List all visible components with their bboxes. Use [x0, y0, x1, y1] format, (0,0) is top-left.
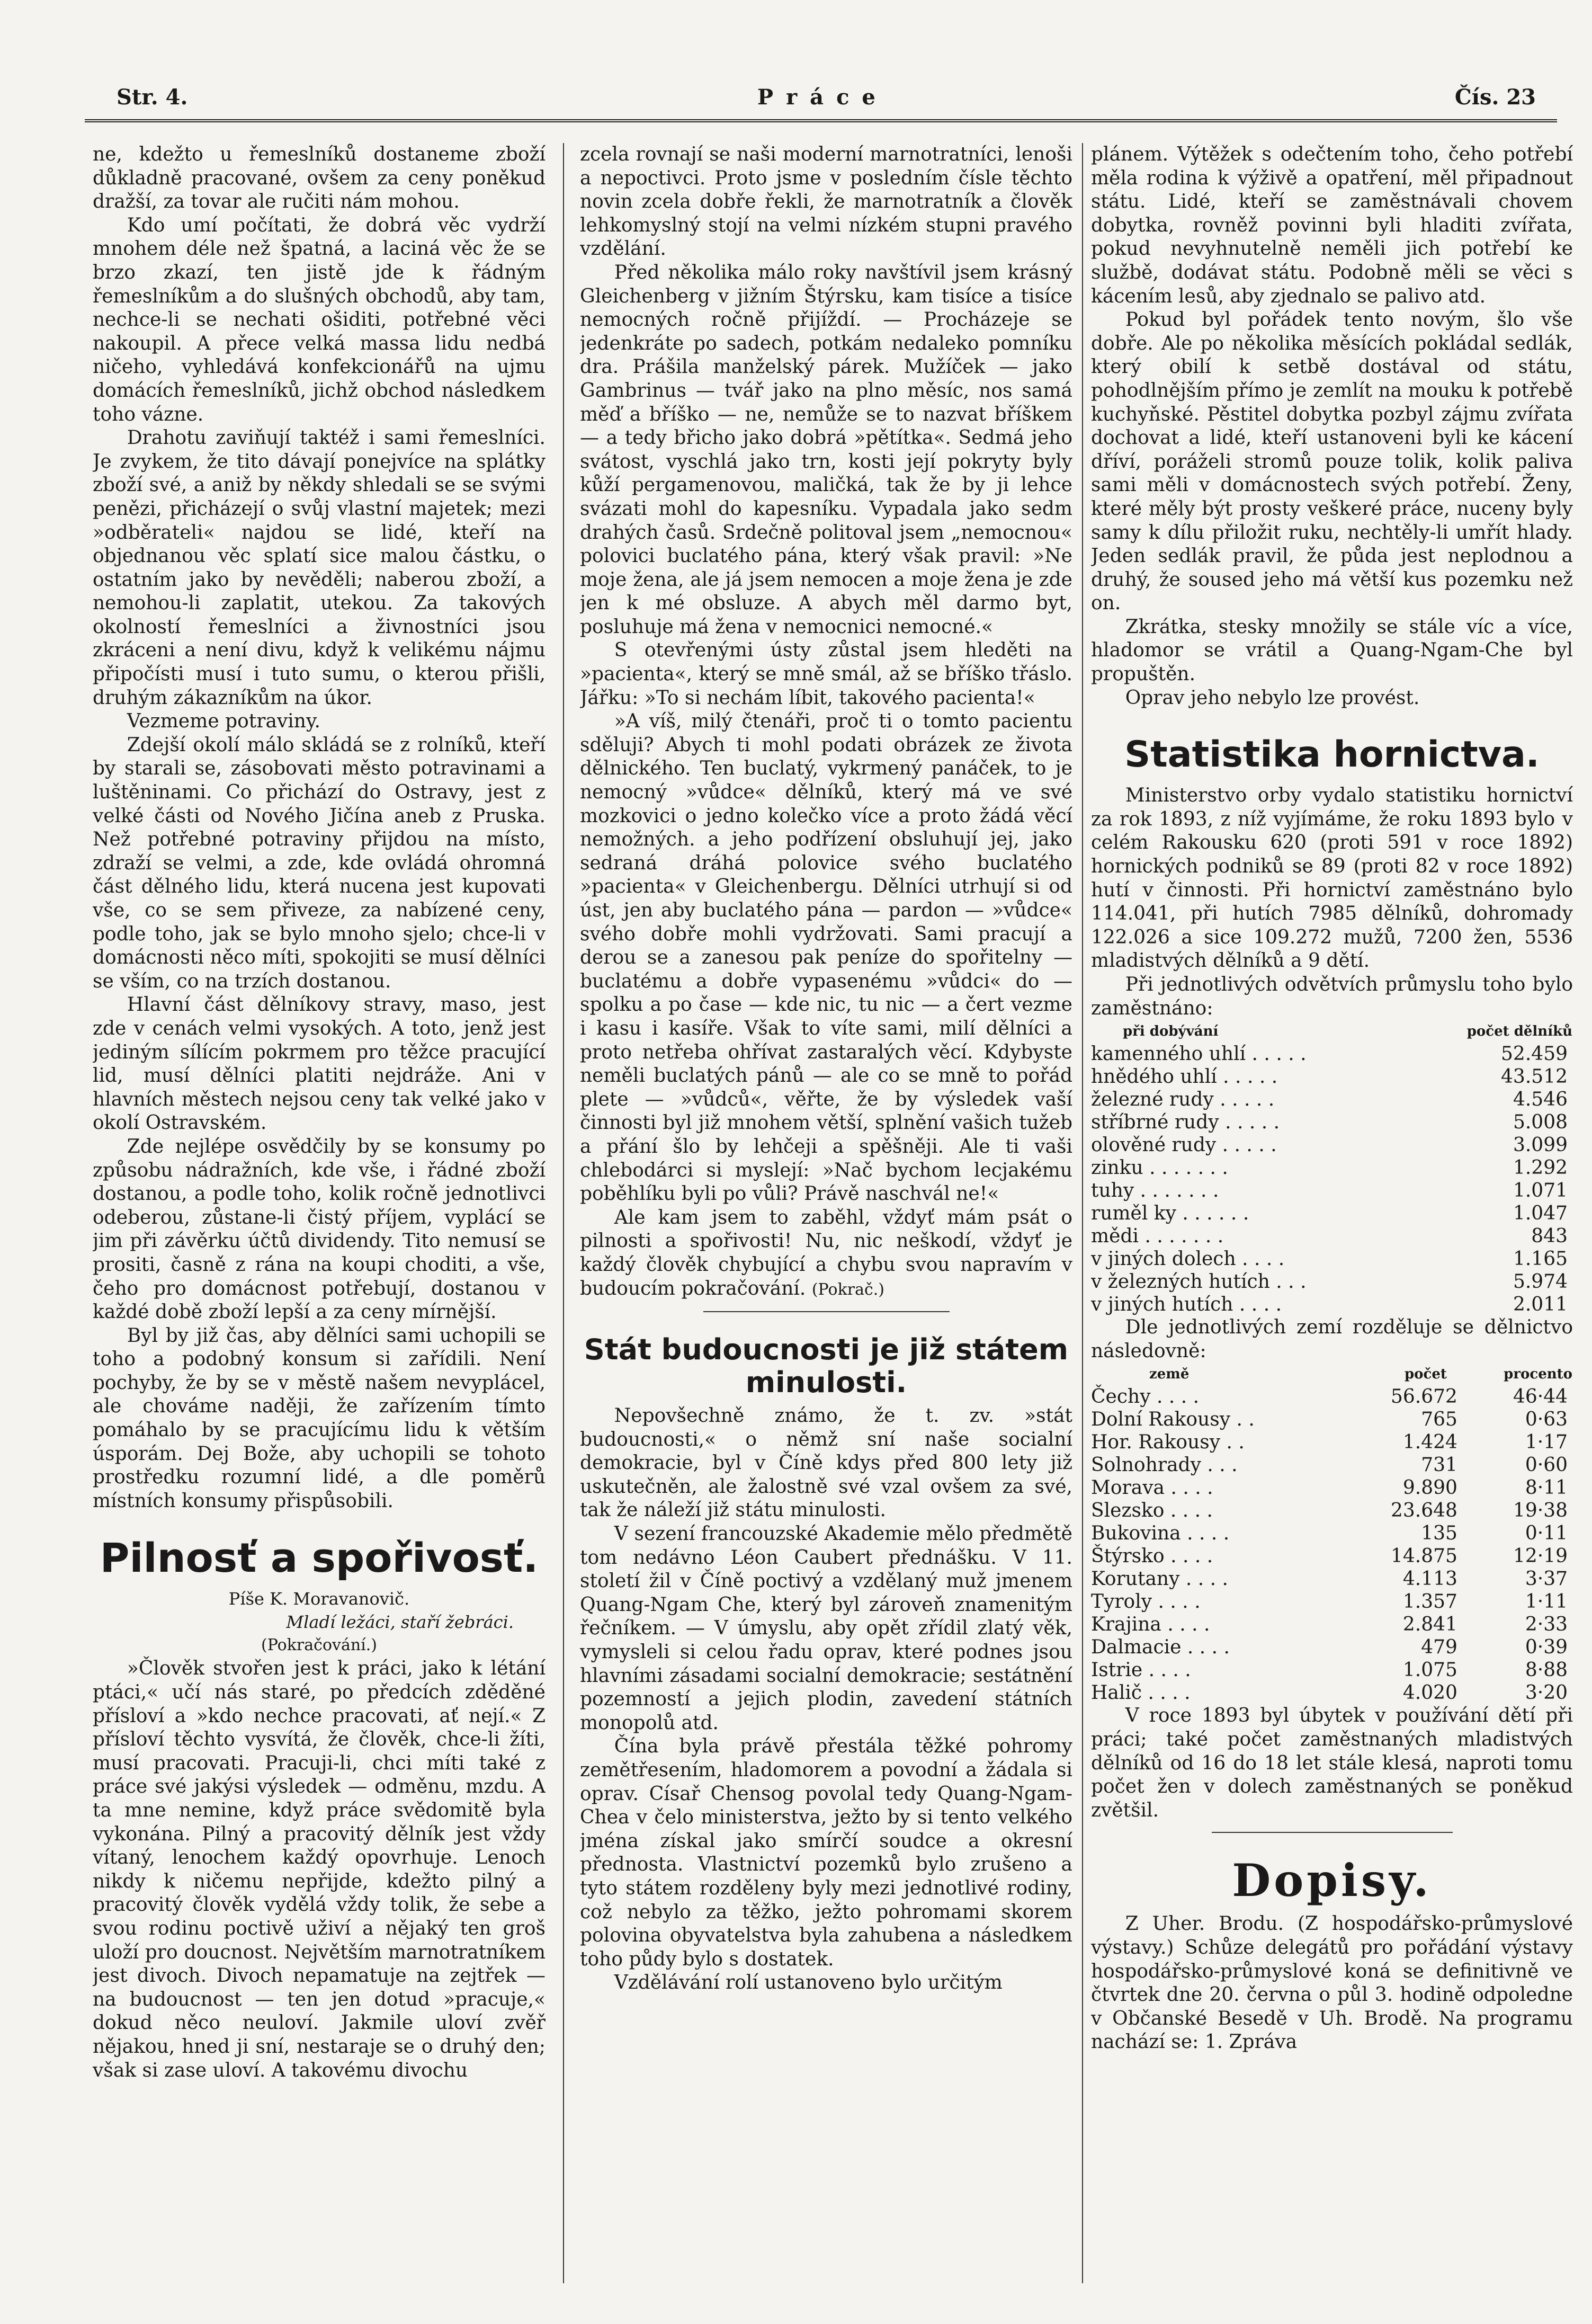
table-cell: mědi . . . . . . .	[1091, 1225, 1224, 1248]
table-row	[1091, 1293, 1573, 1316]
paragraph: Zkrátka, stesky množily se stále víc a více, hladomor se vrátil a Quang-Ngam-Che byl propuštěn.	[1091, 616, 1573, 685]
table-cell: 2.841	[1402, 1614, 1457, 1636]
table-cell: 765	[1421, 1409, 1457, 1431]
paragraph: Vezmeme potraviny.	[127, 710, 320, 733]
table-cell: 8·88	[1525, 1659, 1568, 1681]
table-row	[1091, 1111, 1573, 1134]
paragraph: Zdejší okolí málo skládá se z rolníků, kteří by starali se, zásobovati město potravinami a luštěninami. Co přichází do Ostravy, jest z velké části od Nového Jičína aneb z Pruska. Než potřebné potraviny přijdou na místo, zdraží se velmi, a zde, kde ovládá ohromná část dělného lidu, která nucena jest kupovati vše, co se sem přiveze, za nabízené ceny, podle toho, jak se bylo mnoho sjelo; chce-li v domácnosti něco míti, spokojiti se musí dělníci se vším, co na trzích dostanou.	[93, 734, 545, 992]
table-row	[1091, 1545, 1573, 1568]
continuation-tag: (Pokrač.)	[811, 1280, 885, 1299]
paragraph: Hlavní část dělníkovy stravy, maso, jest zde v cenách velmi vysokých. A toto, jenž jest jediným sílícím pokrmem pro těžce pracující lid, musí dělníci platiti nejdráže. Ani v hlavních městech nejsou ceny tak velké jako v okolí Ostravském.	[93, 994, 545, 1134]
column-2	[580, 143, 1072, 2304]
table-cell: 3·37	[1525, 1568, 1568, 1590]
continuation-note: (Pokračování.)	[261, 1636, 377, 1655]
paragraph	[580, 1206, 1072, 1302]
paragraph: Oprav jeho nebylo lze provést.	[1125, 687, 1420, 709]
table-header: počet dělníků	[1466, 1023, 1572, 1040]
table-cell: v železných hutích . . .	[1091, 1271, 1307, 1293]
table-cell: 23.648	[1390, 1500, 1457, 1522]
table-cell: 0·60	[1525, 1454, 1568, 1476]
table-cell: Dalmacie . . . .	[1091, 1636, 1230, 1659]
table-cell: 8·11	[1525, 1477, 1568, 1499]
paragraph: zcela rovnají se naši moderní marnotratníci, lenoši a nepoctivci. Proto jsme v posledním čísle těchto novin zcela dobře řekli, že marnotratník a člověk lehkomyslný stojí na velmi nízkém stupni pravého vzdělání.	[580, 144, 1072, 260]
table-cell: Štýrsko . . . .	[1091, 1545, 1213, 1568]
column-3	[1091, 143, 1573, 2304]
table-row	[1091, 1636, 1573, 1659]
paragraph: Při jednotlivých odvětvích průmyslu toho bylo zaměstnáno:	[1091, 974, 1573, 1019]
table-cell: 1.424	[1402, 1431, 1457, 1454]
table-cell: železné rudy . . . . .	[1091, 1089, 1275, 1111]
table-row	[1091, 1568, 1573, 1590]
header-rule	[85, 119, 1557, 122]
table-cell: 12·19	[1513, 1545, 1568, 1568]
table-cell: tuhy . . . . . . .	[1091, 1180, 1219, 1202]
table-cell: 19·38	[1513, 1500, 1568, 1522]
table-cell: 2·33	[1525, 1614, 1568, 1636]
table-row	[1091, 1385, 1573, 1408]
paragraph: V roce 1893 byl úbytek v používání dětí při práci; také počet zaměstnaných mladistvých dělníků od 16 do 18 let stále klesá, naproti tomu počet žen v dolech zaměstnaných se poněkud zvětšil.	[1091, 1705, 1573, 1821]
table-cell: v jiných dolech . . . .	[1091, 1248, 1285, 1270]
table-row	[1091, 1202, 1573, 1225]
paragraph: Nepovšechně známo, že t. zv. »stát budoucnosti,« o němž sní naše socialní demokracie, byl v Číně kdys před 800 lety již uskutečněn, ale žalostně své vzal ovšem za své, tak že náleží již státu minulosti.	[580, 1405, 1072, 1521]
paragraph: Drahotu zaviňují taktéž i sami řemeslníci. Je zvykem, že tito dávají ponejvíce na splátky zboží své, a aniž by někdy shledali se se svými penězi, přicházejí o svůj vlastní majetek; mezi »odběrateli« najdou se lidé, kteří na objednanou věc splatí sice malou částku, o ostatním jako by nevěděli; naberou zboží, a nemohou-li zaplatit, utekou. Za takových okolností řemeslníci a živnostníci jsou zkráceni a není divu, když k velikému nájmu připočísti musí i tuto sumu, o kterou přišli, druhým zákazníkům na úkor.	[93, 427, 545, 709]
table-row	[1091, 1179, 1573, 1202]
paragraph: Čína byla právě přestála těžké pohromy zemětřesením, hladomorem a povodní a žádala si oprav. Císař Chensog povolal tedy Quang-Ngam-Chea v čelo ministerstva, ježto by si tento velkého jména získal jako smírčí soudce a okresní přednosta. Vlastnictví pozemků bylo zrušeno a tyto státem rozděleny byly mezi jednotlivé rodiny, což nebylo za těžko, ježto pohromami skorem polovina obyvatelstva byla zahubena a následkem toho půdy bylo s dostatek.	[580, 1735, 1072, 1970]
paragraph-text: Ale kam jsem to zaběhl, vždyť mám psát o pilnosti a spořivosti! Nu, nic neškodí, vždyť je každý člověk chybující a chybu svou napravím v budoucím pokračování.	[580, 1206, 1072, 1299]
paragraph: Dle jednotlivých zemí rozděluje se dělnictvo následovně:	[1091, 1316, 1573, 1362]
table-cell: 5.974	[1513, 1271, 1568, 1293]
table-cell: Solnohrady . . .	[1091, 1454, 1238, 1476]
table-row	[1091, 1134, 1573, 1156]
table-row	[1091, 1499, 1573, 1522]
column-divider	[563, 143, 564, 2283]
paragraph: »Člověk stvořen jest k práci, jako k létání ptáci,« učí nás staré, po předcích zděděné přísloví a »kdo nechce pracovati, ať nejí.« Z přísloví těchto vysvítá, že člověk, chce-li žíti, musí pracovati. Pracuji-li, chci míti také z práce své jakýsi výsledek — odměnu, mzdu. A ta mne nemine, když práce svědomitě byla vykonána. Pilný a pracovitý dělník jest vždy vítaný, lenochem každý opovrhuje. Lenoch nikdy k ničemu nepřijde, kdežto pilný a pracovitý člověk vydělá vždy tolik, že sebe a svou rodinu poctivě uživí a nějaký ten groš uloží pro doucnost. Největším marnotratníkem jest divoch. Divoch nepamatuje na zejtřek — na budoucnost — ten jen dotud »pracuje,« dokud něco neuloví. Jakmile uloví zvěř nějakou, hned ji sní, nestaraje se o druhý den; však si zase uloví. A takovému divochu	[93, 1658, 545, 2081]
table-cell: stříbrné rudy . . . . .	[1091, 1111, 1280, 1134]
table-cell: 731	[1421, 1454, 1457, 1476]
table-cell: 1·17	[1525, 1431, 1568, 1454]
table-cell: 4.546	[1513, 1089, 1568, 1111]
paragraph: Pokud byl pořádek tento novým, šlo vše dobře. Ale po několika měsících pokládal sedlák, který obilí k setbě dostával od státu, pohodlnějším přímo je zemlít na mouku k potřebě kuchyňské. Pěstitel dobytka pozbyl zájmu zvířata dochovat a lidé, kteří ustanoveni byli ke kácení dříví, poráželi stromů pouze tolik, kolik paliva sami měli v domácnostech svých potřebí. Ženy, které měly být prosty veškeré práce, nuceny byly samy k dílu přiložit ruku, nechtěly-li umřít hlady. Jeden sedlák pravil, že půda jest neplodnou a druhý, že soused jeho má větší kus pozemku než on.	[1091, 309, 1573, 615]
table-row	[1091, 1065, 1573, 1088]
table-cell: 14.875	[1390, 1545, 1457, 1568]
table-cell: 1.047	[1513, 1203, 1568, 1225]
article-motto: Mladí ležáci, staří žebráci.	[286, 1612, 514, 1633]
table-row	[1091, 1431, 1573, 1454]
paragraph: Před několika málo roky navštívil jsem krásný Gleichenberg v jižním Štýrsku, kam tisíce a tisíce nemocných ročně přijíždí. — Procházeje se jedenkráte po sadech, potkám nedaleko pomníku dra. Prášila manželský párek. Mužíček — jako Gambrinus — tvář jako na plno měsíc, nos samá měď a bříško — ne, nemůže se to nazvat bříškem — a tedy břicho jako dobrá »pětítka«. Sedmá jeho svátost, vyschlá jako trn, kosti její pokryty byly kůží pergamenovou, maličká, tak že by ji lehce svázati mohl do kapesníku. Vypadala jako sedm drahých časů. Srdečně politoval jsem „nemocnou« polovici buclatého pána, který však pravil: »Ne moje žena, ale já jsem nemocen a moje žena je zde jen k mé obsluze. A abych měl darmo byt, posluhuje má žena v nemocnici nemocné.«	[580, 261, 1072, 638]
table-cell: Tyroly . . . .	[1091, 1591, 1201, 1613]
paragraph: Zde nejlépe osvědčily by se konsumy po způsobu nádražních, kde vše, i řádné zboží dostanou, a podle toho, kolik ročně jednotlivci odeberou, zůstane-li čistý příjem, vyplácí se jim při závěrku účtů dividendy. Tito nemusí se prositi, časně z rána na koupi choditi, a vše, čeho pro domácnost potřebují, dostanou v každé době zboží lepší a za ceny mírnější.	[93, 1135, 545, 1323]
table-cell: olověné rudy . . . . .	[1091, 1134, 1277, 1156]
table-cell: Korutany . . . .	[1091, 1568, 1228, 1590]
table-cell: 135	[1421, 1522, 1457, 1545]
table-cell: 5.008	[1513, 1111, 1568, 1134]
table-header: procento	[1504, 1366, 1572, 1383]
section-divider	[703, 1311, 950, 1312]
table-header: počet	[1405, 1366, 1447, 1383]
table-row	[1091, 1522, 1573, 1545]
table-cell: 3.099	[1513, 1134, 1568, 1156]
table-cell: hnědého uhlí . . . . .	[1091, 1066, 1278, 1088]
page-number: Str. 4.	[117, 85, 188, 110]
table-cell: Bukovina . . . .	[1091, 1522, 1230, 1545]
table-cell: kamenného uhlí . . . . .	[1091, 1043, 1307, 1065]
table-cell: 1.357	[1402, 1591, 1457, 1613]
table-cell: Čechy . . . .	[1091, 1386, 1200, 1408]
table-cell: 2.011	[1513, 1294, 1568, 1316]
table-cell: 52.459	[1501, 1043, 1568, 1065]
table-row	[1091, 1613, 1573, 1636]
table-cell: Istrie . . . .	[1091, 1659, 1191, 1681]
workers-by-land-table	[1091, 1363, 1573, 1704]
issue-number: Čís. 23	[1454, 85, 1536, 110]
article-byline: Píše K. Moravanovič.	[228, 1589, 410, 1609]
table-cell: Halič . . . .	[1091, 1682, 1191, 1704]
table-header: při dobývání	[1123, 1023, 1219, 1040]
table-cell: 9.890	[1402, 1477, 1457, 1499]
table-cell: 1.071	[1513, 1180, 1568, 1202]
table-row	[1091, 1454, 1573, 1476]
paragraph: ne, kdežto u řemeslníků dostaneme zboží důkladně pracované, ovšem za ceny poněkud dražší, za tovar ale ručiti nám mohou.	[93, 144, 545, 213]
table-row	[1091, 1590, 1573, 1613]
table-row	[1091, 1225, 1573, 1248]
column-1	[93, 143, 545, 2304]
paragraph: Vzdělávání rolí ustanoveno bylo určitým	[614, 1972, 1003, 1994]
section-divider	[1212, 1832, 1453, 1833]
table-cell: 1·11	[1525, 1591, 1568, 1613]
table-row	[1091, 1043, 1573, 1065]
table-row	[1091, 1408, 1573, 1431]
table-cell: Morava . . . .	[1091, 1477, 1213, 1499]
section-title: Dopisy.	[1232, 1854, 1432, 1907]
table-cell: 46·44	[1513, 1386, 1568, 1408]
table-cell: ruměl ky . . . . . .	[1091, 1203, 1249, 1225]
page-header	[106, 79, 1536, 117]
article-title: Stát budoucnosti je již státem minulosti.	[584, 1333, 1069, 1400]
table-row	[1091, 1248, 1573, 1270]
paragraph: S otevřenými ústy zůstal jsem hleděti na »pacienta«, který se mně smál, až se bříško třáslo. Jářku: »To si nechám líbit, takového pacienta!«	[580, 639, 1072, 709]
column-divider	[1082, 143, 1083, 2283]
table-cell: v jiných hutích . . . .	[1091, 1294, 1282, 1316]
article-title: Pilnosť a spořivosť.	[100, 1534, 539, 1582]
table-row	[1091, 1659, 1573, 1681]
table-cell: Dolní Rakousy . .	[1091, 1409, 1255, 1431]
article-title: Statistika hornictva.	[1124, 734, 1540, 776]
table-header: země	[1149, 1366, 1189, 1383]
table-cell: 43.512	[1501, 1066, 1568, 1088]
table-cell: 4.020	[1402, 1682, 1457, 1704]
paragraph: Byl by již čas, aby dělníci sami uchopili se toho a podobný konsum si zařídili. Není pochyby, že by se v městě našem nevyplácel, ale chováme naději, že zařízením tímto pomáhalo by se pracujícímu lidu k větším úsporám. Dej Bože, aby uchopili se tohoto prostředku rozumní lidé, a dle poměrů místních konsumy přispůsobili.	[93, 1324, 545, 1512]
paragraph: V sezení francouzské Akademie mělo předmětě tom nedávno Léon Caubert přednášku. V 11. století žil v Číně poctivý a vzdělaný muž jmenem Quang-Ngam Che, který byl zároveň znamenitým řečníkem. — V úmyslu, aby opět zřídil zlatý věk, vymysleli si celou řadu oprav, které podnes jsou hlavními zásadami socialní demokracie; sestátnění pozemností a jejich plodin, zavedení státních monopolů atd.	[580, 1523, 1072, 1734]
paragraph: Ministerstvo orby vydalo statistiku hornictví za rok 1893, z níž vyjímáme, že roku 1893 bylo v celém Rakousku 620 (proti 591 v roce 1892) hornických podniků se 89 (proti 82 v roce 1892) hutí v činnosti. Při hornictví zaměstnáno bylo 114.041, při hutích 7985 dělníků, dohromady 122.026 a sice 109.272 mužů, 7200 žen, 5536 mladistvých dělníků a 9 dětí.	[1091, 785, 1573, 972]
mining-workers-table	[1091, 1020, 1573, 1316]
paragraph: Kdo umí počítati, že dobrá věc vydrží mnohem déle než špatná, a laciná věc že se brzo zkazí, ten jistě jde k řádným řemeslníkům a do slušných obchodů, aby tam, nechce-li se nechati ošiditi, potřebné věci nakoupil. A přece velká massa lidu nedbá ničeho, vyhledává konfekcionářů na ujmu domácích řemeslníků, jichž obchod následkem toho vázne.	[93, 214, 545, 425]
table-cell: 843	[1531, 1225, 1568, 1248]
paragraph: »A víš, milý čtenáři, proč ti o tomto pacientu sděluji? Abych ti mohl podati obrázek ze života dělnického. Ten buclatý, vykrmený panáček, to je nemocný »vůdce« dělníků, který má ve své mozkovici o jedno kolečko více a proto žádá věcí nemožných. a jeho podřízení obsluhují jej, jako sedraná dráhá polovice svého buclatého »pacienta« v Gleichenbergu. Dělníci utrhují si od úst, jen aby buclatého pána — pardon — »vůdce« svého dobře mohli vydržovati. Sami pracují a derou se a zanesou pak peníze do spořitelny — buclatému a dobře vypasenému »vůdci« do — spolku a po čase — kde nic, tu nic — a čert vezme i kasu i kasíře. Však to víte sami, milí dělníci a proto netřeba ohřívat zastaralých věcí. Kdybyste neměli buclatých pánů — ale co se mně to pořád plete — »vůdců«, věřte, že by výsledek vaší činnosti byl již mnohem větší, splnění vašich tužeb a přání šlo by lehčeji a spěšněji. Ale ti vaši chlebodárci si myslejí: »Nač bychom lecjakému poběhlíku byli po vůli? Právě naschvál ne!«	[580, 710, 1072, 1205]
table-cell: zinku . . . . . . .	[1091, 1157, 1228, 1179]
table-cell: 1.292	[1513, 1157, 1568, 1179]
table-cell: Krajina . . . .	[1091, 1614, 1210, 1636]
paragraph: plánem. Výtěžek s odečtením toho, čeho potřebí měla rodina k výživě a opatření, měl připadnout státu. Lidé, kteří se zaměstnávali chovem dobytka, rovněž povinni byli hladiti zvířata, pokud nevyhnutelně neměli jich potřebí ke službě, dodávat státu. Podobně měli se věci s kácením lesů, aby zjednalo se palivo atd.	[1091, 144, 1573, 307]
table-cell: 0·63	[1525, 1409, 1568, 1431]
table-cell: Slezsko . . . .	[1091, 1500, 1213, 1522]
table-cell: 0·39	[1525, 1636, 1568, 1659]
newspaper-title: Práce	[757, 85, 888, 110]
table-row	[1091, 1476, 1573, 1499]
table-row	[1091, 1088, 1573, 1111]
table-cell: 1.165	[1513, 1248, 1568, 1270]
table-row	[1091, 1270, 1573, 1293]
table-cell: 479	[1421, 1636, 1457, 1659]
table-cell: 56.672	[1390, 1386, 1457, 1408]
table-row	[1091, 1156, 1573, 1179]
table-cell: 3·20	[1525, 1682, 1568, 1704]
table-cell: 0·11	[1525, 1522, 1568, 1545]
table-row	[1091, 1681, 1573, 1704]
paragraph: Z Uher. Brodu. (Z hospodářsko-průmyslové výstavy.) Schůze delegátů pro pořádání výstavy hospodářsko-průmyslové koná se definitivně ve čtvrtek dne 20. června o půl 3. hodině odpoledne v Občanské Besedě v Uh. Brodě. Na programu nachází se: 1. Zpráva	[1091, 1913, 1573, 2053]
table-cell: Hor. Rakousy . .	[1091, 1431, 1245, 1454]
table-cell: 1.075	[1402, 1659, 1457, 1681]
table-cell: 4.113	[1402, 1568, 1457, 1590]
